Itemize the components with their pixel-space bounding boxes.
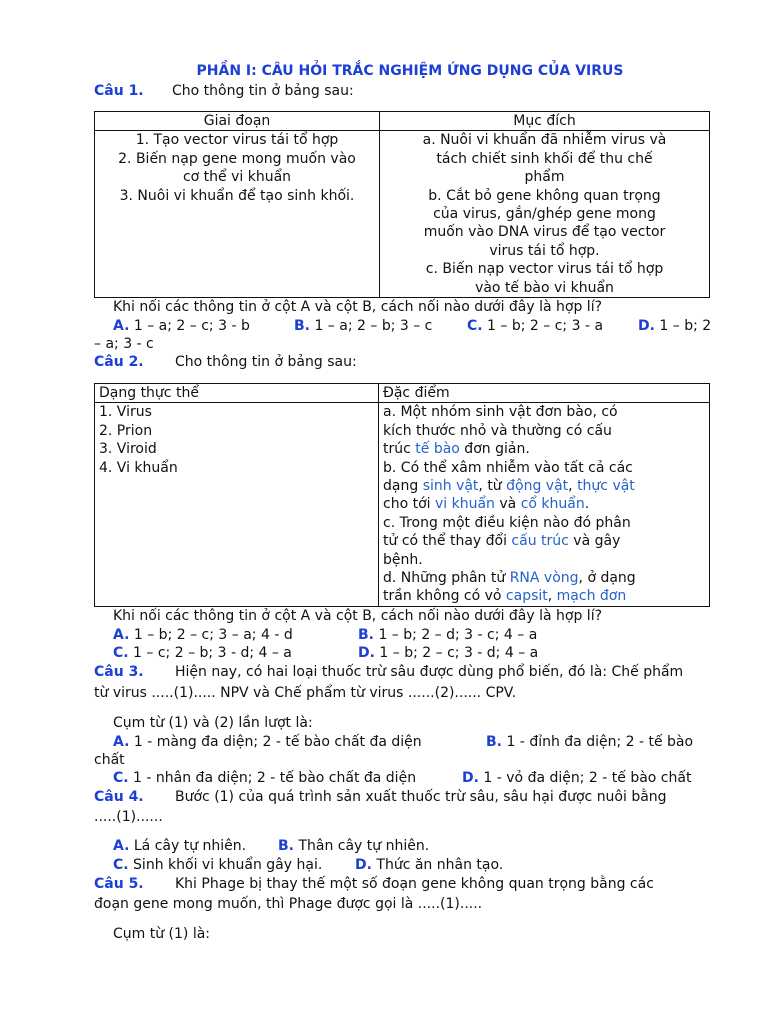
table2-b-line: c. Trong một điều kiện nào đó phân — [383, 514, 631, 531]
table2-a-item: 1. Virus — [99, 404, 152, 421]
option-letter: A. — [113, 318, 130, 334]
question-3-text-cont: từ virus .....(1)..... NPV và Chế phẩm từ virus ......(2)...... CPV. — [94, 685, 517, 701]
option-text: 1 - đỉnh đa diện; 2 - tế bào — [506, 734, 694, 750]
highlight-term[interactable]: thực vật — [577, 478, 635, 495]
table2-b-line — [383, 587, 705, 605]
q3-option-a[interactable] — [113, 733, 422, 751]
question-5-label: Câu 5. — [94, 876, 144, 892]
question-1-header — [94, 82, 354, 100]
q3-option-b-continued: chất — [94, 752, 125, 768]
table2-b-line: kích thước nhỏ và thường có cấu — [383, 422, 612, 439]
highlight-term[interactable]: cổ khuẩn — [520, 496, 585, 513]
table1-b-item: b. Cắt bỏ gene không quan trọng — [428, 187, 661, 204]
question-2-prompt: Khi nối các thông tin ở cột A và cột B, cách nối nào dưới đây là hợp lí? — [113, 608, 603, 624]
question-4-label: Câu 4. — [94, 789, 144, 805]
question-3-header — [94, 663, 684, 681]
section-title: PHẦN I: CÂU HỎI TRẮC NGHIỆM ỨNG DỤNG CỦA VIRUS — [196, 63, 624, 79]
question-4-text: Bước (1) của quá trình sản xuất thuốc trừ sâu, sâu hại được nuôi bằng — [175, 789, 667, 805]
option-letter: C. — [113, 645, 129, 661]
text-run: , ở dạng — [578, 570, 636, 587]
question-1-label: Câu 1. — [94, 83, 144, 99]
highlight-term[interactable]: capsit — [505, 588, 548, 605]
table1-header-b: Mục đích — [380, 112, 710, 131]
question-2-header — [94, 353, 357, 371]
option-letter: B. — [486, 734, 502, 750]
option-letter: C. — [113, 857, 129, 873]
text-run: tử có thể thay đổi — [383, 533, 512, 550]
question-3-text: Hiện nay, có hai loại thuốc trừ sâu được dùng phổ biến, đó là: Chế phẩm — [175, 664, 684, 680]
highlight-term[interactable]: động vật — [506, 478, 569, 495]
q3-option-b[interactable] — [486, 733, 693, 751]
text-run: dạng — [383, 478, 423, 495]
question-5-header — [94, 875, 654, 893]
option-text: 1 – c; 2 – b; 3 - d; 4 – a — [133, 645, 292, 661]
text-run: đơn giản. — [459, 441, 530, 458]
option-text: 1 - nhân đa diện; 2 - tế bào chất đa diện — [133, 770, 417, 786]
table2-b-line: bệnh. — [383, 551, 423, 568]
q2-option-a[interactable] — [113, 626, 293, 644]
question-3-prompt: Cụm từ (1) và (2) lần lượt là: — [113, 715, 313, 731]
text-run: , — [568, 478, 578, 495]
option-letter: D. — [355, 857, 372, 873]
table2-b-line — [383, 495, 705, 513]
table2-b-line — [383, 477, 705, 495]
option-text: 1 – b; 2 – c; 3 - a — [487, 318, 604, 334]
table1-b-item: virus tái tổ hợp. — [489, 242, 600, 259]
option-text: 1 – b; 2 – c; 3 – a; 4 - d — [133, 627, 293, 643]
q2-option-c[interactable] — [113, 644, 292, 662]
q3-option-c[interactable] — [113, 769, 416, 787]
option-text: 1 – b; 2 – d; 3 - c; 4 – a — [378, 627, 538, 643]
table2-a-item: 4. Vi khuẩn — [99, 459, 178, 476]
table2-col-a — [95, 403, 379, 606]
highlight-term[interactable]: mạch đơn — [556, 588, 627, 605]
option-text: Lá cây tự nhiên. — [133, 838, 247, 854]
q1-option-b[interactable] — [294, 317, 432, 335]
option-letter: B. — [278, 838, 294, 854]
question-1-prompt: Khi nối các thông tin ở cột A và cột B, cách nối nào dưới đây là hợp lí? — [113, 299, 603, 315]
table2-b-line: a. Một nhóm sinh vật đơn bào, có — [383, 404, 618, 421]
highlight-term[interactable]: cấu trúc — [511, 533, 569, 550]
option-text: 1 – a; 2 – c; 3 - b — [133, 318, 250, 334]
table1-a-item: 2. Biến nạp gene mong muốn vào — [118, 150, 356, 167]
question-5-prompt: Cụm từ (1) là: — [113, 926, 211, 942]
text-run: . — [584, 496, 590, 513]
table1-a-item: 3. Nuôi vi khuẩn để tạo sinh khối. — [119, 187, 355, 204]
table1-b-item: muốn vào DNA virus để tạo vector — [423, 224, 666, 241]
table2-header-b: Đặc điểm — [379, 384, 710, 403]
question-2-label: Câu 2. — [94, 354, 144, 370]
q2-option-d[interactable] — [358, 644, 538, 662]
option-letter: A. — [113, 627, 130, 643]
q1-option-c[interactable] — [467, 317, 603, 335]
table1-b-item: của virus, gắn/ghép gene mong — [433, 206, 656, 223]
option-text: Sinh khối vi khuẩn gây hại. — [133, 857, 323, 873]
table1-col-a — [95, 131, 380, 298]
question-5-text: Khi Phage bị thay thế một số đoạn gene không quan trọng bằng các — [175, 876, 654, 892]
option-letter: D. — [358, 645, 375, 661]
option-letter: D. — [638, 318, 655, 334]
highlight-term[interactable]: RNA vòng — [509, 570, 579, 587]
table2-b-line: b. Có thể xâm nhiễm vào tất cả các — [383, 459, 633, 476]
option-letter: C. — [467, 318, 483, 334]
table1-a-item: 1. Tạo vector virus tái tổ hợp — [135, 132, 339, 149]
q4-option-a[interactable] — [113, 837, 246, 855]
option-text: Thức ăn nhân tạo. — [376, 857, 504, 873]
q4-option-c[interactable] — [113, 856, 322, 874]
text-run: và — [494, 496, 521, 513]
highlight-term[interactable]: sinh vật — [422, 478, 479, 495]
table1-b-item: c. Biến nạp vector virus tái tổ hợp — [425, 261, 664, 278]
q4-option-d[interactable] — [355, 856, 503, 874]
question-5-text-cont: đoạn gene mong muốn, thì Phage được gọi là .....(1)..... — [94, 896, 483, 912]
option-text: 1 – b; 2 — [659, 318, 712, 334]
table1-b-item: a. Nuôi vi khuẩn đã nhiễm virus và — [422, 132, 667, 149]
table1-col-b — [380, 131, 710, 298]
q3-option-d[interactable] — [462, 769, 691, 787]
text-run: trần không có vỏ — [383, 588, 506, 605]
question-2-intro: Cho thông tin ở bảng sau: — [175, 354, 357, 370]
table2-b-line — [383, 532, 705, 550]
text-run: d. Những phân tử — [383, 570, 510, 587]
table1-b-item: phẩm — [524, 169, 565, 186]
q2-option-b[interactable] — [358, 626, 537, 644]
question-1-table — [94, 111, 710, 298]
option-letter: B. — [294, 318, 310, 334]
option-letter: A. — [113, 838, 130, 854]
text-run: và gây — [568, 533, 621, 550]
option-text: 1 - vỏ đa diện; 2 - tế bào chất — [483, 770, 692, 786]
option-letter: B. — [358, 627, 374, 643]
question-4-text-cont: .....(1)...... — [94, 809, 163, 825]
table1-header-a: Giai đoạn — [95, 112, 380, 131]
q4-option-b[interactable] — [278, 837, 429, 855]
option-text: Thân cây tự nhiên. — [298, 838, 430, 854]
question-2-table — [94, 383, 710, 607]
option-text: 1 – a; 2 – b; 3 – c — [314, 318, 433, 334]
option-text: 1 – b; 2 – c; 3 - d; 4 – a — [379, 645, 539, 661]
table1-b-item: vào tế bào vi khuẩn — [475, 279, 614, 296]
table2-col-b — [379, 403, 710, 606]
highlight-term[interactable]: tế bào — [415, 441, 460, 458]
option-letter: D. — [462, 770, 479, 786]
q1-option-d-continued: – a; 3 - c — [94, 336, 154, 352]
text-run: , — [547, 588, 557, 605]
text-run: cho tới — [383, 496, 435, 513]
highlight-term[interactable]: vi khuẩn — [434, 496, 495, 513]
text-run: trúc — [383, 441, 416, 458]
table2-a-item: 2. Prion — [99, 422, 153, 439]
question-4-header — [94, 788, 667, 806]
question-3-label: Câu 3. — [94, 664, 144, 680]
q1-option-a[interactable] — [113, 317, 250, 335]
table1-a-item: cơ thể vi khuẩn — [182, 169, 292, 186]
table2-b-line — [383, 569, 705, 587]
option-text: 1 - màng đa diện; 2 - tế bào chất đa diện — [133, 734, 422, 750]
option-letter: A. — [113, 734, 130, 750]
question-1-intro: Cho thông tin ở bảng sau: — [172, 83, 354, 99]
q1-option-d[interactable] — [638, 317, 711, 335]
table2-header-a: Dạng thực thể — [95, 384, 379, 403]
option-letter: C. — [113, 770, 129, 786]
text-run: , từ — [478, 478, 507, 495]
table2-a-item: 3. Viroid — [99, 441, 157, 458]
table1-b-item: tách chiết sinh khối để thu chế — [436, 150, 653, 167]
table2-b-line — [383, 440, 705, 458]
